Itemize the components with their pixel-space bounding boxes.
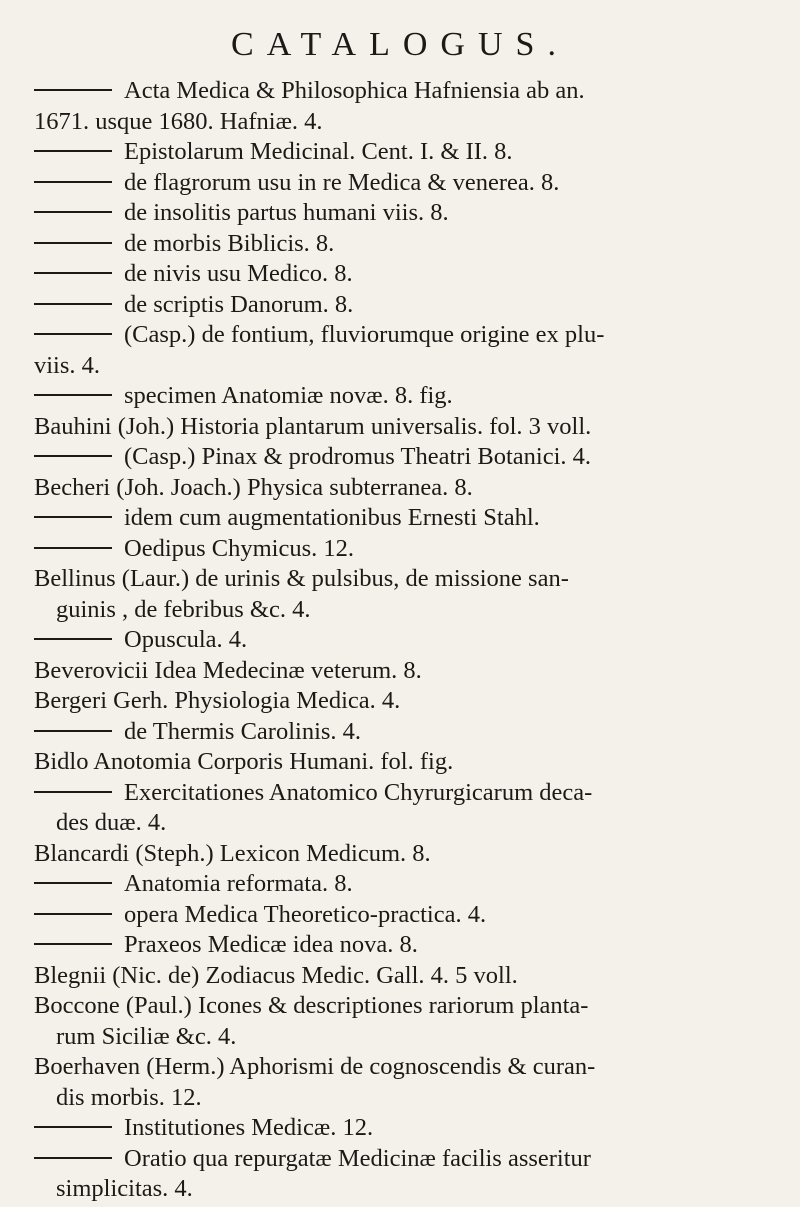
catalogue-entry [0,717,800,748]
entry-text: Opusculа. 4. [124,626,248,653]
entry-text: Bauhini (Joh.) Historia plantarum universalis. fol. 3 voll. [34,412,592,440]
ditto-dash [34,730,112,732]
entry-text: Acta Medica & Philosophica Hafniensia ab an. [124,77,585,104]
catalogue-entry [0,869,800,900]
entry-text: Blegnii (Nic. de) Zodiacus Medic. Gall. 4. 5 voll. [34,961,518,989]
catalogue-entry [0,747,800,778]
entry-continuation: dis morbis. 12. [56,1083,202,1111]
catalogue-entry [0,564,800,595]
entry-text: Becheri (Joh. Joach.) Physica subterranea. 8. [34,473,473,501]
catalogue-entry [0,290,800,321]
catalogue-entry [0,503,800,534]
entry-text: Institutiones Medicæ. 12. [124,1114,374,1141]
entry-continuation: viis. 4. [34,351,101,379]
ditto-dash [34,547,112,549]
page-title: CATALOGUS. [231,26,569,63]
catalogue-entry [0,76,800,107]
ditto-dash [34,516,112,518]
entry-text: Bellinus (Laur.) de urinis & pulsibus, de missione san- [34,565,569,592]
catalogue-entry [0,198,800,229]
entry-text: Beverovicii Idea Medecinæ veterum. 8. [34,656,422,684]
entry-continuation: des duæ. 4. [56,809,167,836]
entry-text: de Thermis Carolinis. 4. [124,717,362,745]
entry-text: (Casp.) de fontium, fluviorumque origine ex plu- [124,321,605,348]
ditto-dash [34,1157,112,1159]
catalogue-entry [0,320,800,351]
catalogue-entry [0,1144,800,1175]
entry-text: de morbis Biblicis. 8. [124,229,335,257]
catalogue-entries [0,76,800,1205]
ditto-dash [34,333,112,335]
ditto-dash [34,913,112,915]
entry-text: idem cum augmentationibus Ernesti Stahl. [124,504,540,531]
entry-text: Exercitationes Anatomico Chyrurgicarum deca- [124,778,593,806]
entry-text: Bergeri Gerh. Physiologia Medica. 4. [34,687,401,714]
catalogue-entry [0,168,800,199]
catalogue-entry [0,442,800,473]
ditto-dash [34,181,112,183]
catalogue-entry [0,473,800,504]
entry-text: Bidlo Anotomia Corporis Humani. fol. fig. [34,748,454,775]
catalogue-entry [0,534,800,565]
entry-text: Boerhaven (Herm.) Aphorismi de cognoscendis & curan- [34,1053,596,1080]
ditto-dash [34,150,112,152]
entry-text: Oedipus Chymicus. 12. [124,534,355,562]
catalogue-entry [0,839,800,870]
ditto-dash [34,455,112,457]
ditto-dash [34,791,112,793]
entry-text: de nivis usu Medico. 8. [124,260,353,287]
ditto-dash [34,242,112,244]
ditto-dash [34,303,112,305]
entry-continuation: guinis , de febribus &c. 4. [56,595,311,623]
entry-text: de insolitis partus humani viis. 8. [124,199,449,226]
entry-text: (Casp.) Pinax & prodromus Theatri Botanici. 4. [124,443,592,470]
ditto-dash [34,89,112,91]
entry-continuation: rum Siciliæ &c. 4. [56,1022,237,1050]
entry-text: Anatomia reformata. 8. [124,870,353,897]
entry-text: Epistolarum Medicinal. Cent. I. & II. 8. [124,138,513,165]
catalogue-entry [0,961,800,992]
ditto-dash [34,394,112,396]
entry-continuation: simplicitas. 4. [56,1175,193,1202]
entry-text: de flagrorum usu in re Medica & venerea. 8. [124,168,560,196]
entry-text: specimen Anatomiæ novæ. 8. fig. [124,382,453,409]
entry-text: de scriptis Danorum. 8. [124,290,354,318]
catalogue-entry [0,625,800,656]
catalogue-entry [0,778,800,809]
catalogue-entry [0,686,800,717]
catalogue-entry [0,137,800,168]
catalogue-entry [0,656,800,687]
ditto-dash [34,638,112,640]
entry-text: Praxeos Medicæ idea nova. 8. [124,931,418,958]
ditto-dash [34,943,112,945]
catalogue-entry [0,1052,800,1083]
entry-text: opera Medica Theoretico-practica. 4. [124,900,487,928]
ditto-dash [34,1126,112,1128]
catalogue-entry [0,381,800,412]
catalogue-entry [0,229,800,260]
ditto-dash [34,882,112,884]
entry-text: Oratio qua repurgatæ Medicinæ facilis asseritur [124,1144,591,1172]
ditto-dash [34,211,112,213]
catalogue-entry [0,1113,800,1144]
catalogue-entry [0,259,800,290]
ditto-dash [34,272,112,274]
entry-continuation: 1671. usque 1680. Hafniæ. 4. [34,107,323,135]
catalogue-entry [0,900,800,931]
catalogue-entry [0,412,800,443]
entry-text: Boccone (Paul.) Icones & descriptiones rariorum planta- [34,992,589,1019]
entry-text: Blancardi (Steph.) Lexicon Medicum. 8. [34,839,431,867]
catalogue-entry [0,991,800,1022]
catalogue-entry [0,930,800,961]
